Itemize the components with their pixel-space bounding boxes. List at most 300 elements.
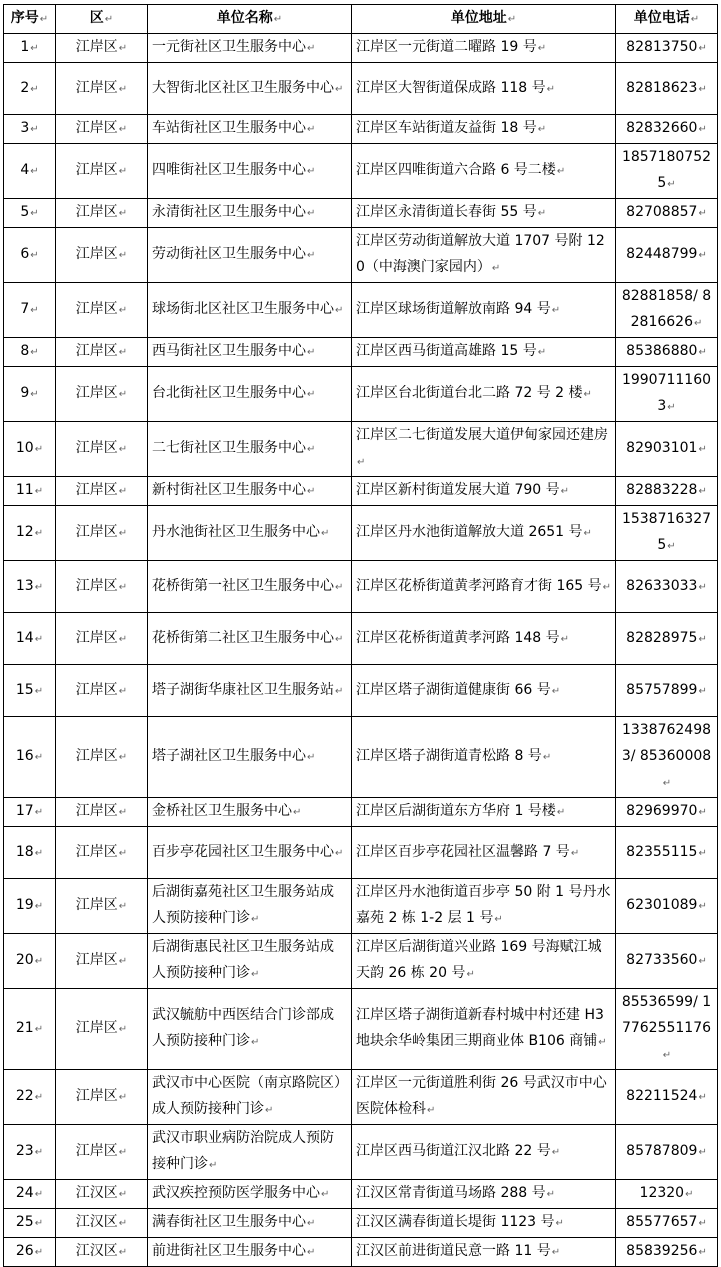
- table-row: [4, 879, 718, 934]
- row-district-cell: [56, 1070, 148, 1125]
- row-district-text: 江岸区: [75, 1088, 118, 1104]
- row-index-cell: [4, 422, 56, 477]
- paragraph-mark-icon: ↵: [551, 685, 561, 697]
- row-name-text: 花桥街第一社区卫生服务中心: [152, 577, 334, 594]
- row-index-cell: [4, 717, 56, 798]
- row-address-cell: [352, 283, 616, 338]
- paragraph-mark-icon: ↵: [685, 1189, 694, 1200]
- paragraph-mark-icon: ↵: [34, 1247, 44, 1258]
- row-phone-text: 82355115: [626, 843, 698, 860]
- row-phone-cell: [616, 115, 718, 144]
- row-phone-text: 85386880: [626, 343, 698, 359]
- row-phone-cell: [616, 1209, 718, 1238]
- row-name-cell: [148, 1238, 352, 1267]
- row-name-cell: [148, 1180, 352, 1209]
- row-phone-cell: [616, 477, 718, 506]
- row-district-cell: [56, 63, 148, 115]
- paragraph-mark-icon: ↵: [118, 847, 128, 859]
- row-address-text: 江岸区一元街道二曜路 19 号: [356, 39, 537, 55]
- row-phone-text: 85839256: [626, 1243, 698, 1259]
- row-index-cell: [4, 879, 56, 934]
- paragraph-mark-icon: ↵: [118, 208, 128, 219]
- row-index-text: 18: [15, 843, 34, 860]
- paragraph-mark-icon: ↵: [321, 1189, 330, 1200]
- paragraph-mark-icon: ↵: [698, 43, 707, 54]
- table-row: [4, 338, 718, 367]
- row-index-cell: [4, 477, 56, 506]
- row-address-cell: [352, 989, 616, 1070]
- paragraph-mark-icon: ↵: [570, 847, 580, 859]
- table-row: [4, 283, 718, 338]
- row-index-cell: [4, 1209, 56, 1238]
- row-phone-cell: [616, 422, 718, 477]
- paragraph-mark-icon: ↵: [698, 1092, 707, 1103]
- row-phone-text: 15387163275: [621, 511, 712, 553]
- paragraph-mark-icon: ↵: [335, 633, 344, 645]
- row-address-text: 江岸区车站街道友益街 18 号: [356, 120, 537, 136]
- row-name-cell: [148, 827, 352, 879]
- paragraph-mark-icon: ↵: [118, 43, 128, 54]
- row-index-text: 13: [15, 577, 34, 594]
- row-name-text: 满春街社区卫生服务中心: [152, 1214, 306, 1230]
- paragraph-mark-icon: ↵: [698, 208, 707, 219]
- paragraph-mark-icon: ↵: [34, 847, 44, 859]
- row-index-cell: [4, 561, 56, 613]
- row-name-cell: [148, 665, 352, 717]
- paragraph-mark-icon: ↵: [34, 528, 44, 539]
- row-phone-text: 82708857: [626, 204, 698, 220]
- row-address-cell: [352, 144, 616, 199]
- row-phone-text: 82211524: [626, 1088, 698, 1104]
- row-index-text: 24: [15, 1185, 34, 1201]
- row-address-text: 江岸区后湖街道兴业路 169 号海赋江城天韵 26 栋 20 号: [356, 939, 602, 981]
- header-name: 单位名称↵: [148, 5, 352, 34]
- paragraph-mark-icon: ↵: [118, 1092, 128, 1103]
- paragraph-mark-icon: ↵: [30, 124, 39, 135]
- row-index-text: 26: [15, 1243, 34, 1259]
- row-phone-text: 82828975: [626, 629, 698, 646]
- row-name-text: 台北街社区卫生服务中心: [152, 385, 306, 401]
- paragraph-mark-icon: ↵: [698, 250, 707, 261]
- paragraph-mark-icon: ↵: [34, 1189, 44, 1200]
- paragraph-mark-icon: ↵: [335, 581, 344, 593]
- row-name-cell: [148, 613, 352, 665]
- row-name-cell: [148, 34, 352, 63]
- row-district-text: 江汉区: [75, 1243, 118, 1259]
- row-index-cell: [4, 989, 56, 1070]
- row-address-text: 江岸区花桥街道黄孝河路育才街 165 号: [356, 577, 602, 594]
- row-phone-cell: [616, 1238, 718, 1267]
- row-address-cell: [352, 477, 616, 506]
- row-name-cell: [148, 798, 352, 827]
- paragraph-mark-icon: ↵: [118, 347, 128, 358]
- paragraph-mark-icon: ↵: [698, 83, 707, 95]
- table-row: [4, 827, 718, 879]
- row-name-text: 丹水池街社区卫生服务中心: [152, 524, 320, 540]
- row-phone-cell: [616, 1125, 718, 1180]
- row-phone-cell: [616, 199, 718, 228]
- row-address-text: 江岸区新村街道发展大道 790 号: [356, 482, 560, 498]
- paragraph-mark-icon: ↵: [30, 347, 39, 358]
- row-name-text: 金桥社区卫生服务中心: [152, 803, 292, 819]
- row-phone-cell: [616, 506, 718, 561]
- row-index-text: 17: [15, 803, 34, 819]
- row-phone-cell: [616, 1180, 718, 1209]
- paragraph-mark-icon: ↵: [560, 633, 570, 645]
- table-row: [4, 989, 718, 1070]
- row-index-cell: [4, 115, 56, 144]
- paragraph-mark-icon: ↵: [321, 528, 330, 539]
- row-index-text: 23: [15, 1143, 34, 1159]
- paragraph-mark-icon: ↵: [34, 956, 44, 967]
- paragraph-mark-icon: ↵: [667, 541, 676, 552]
- row-name-cell: [148, 199, 352, 228]
- row-address-cell: [352, 613, 616, 665]
- paragraph-mark-icon: ↵: [30, 43, 39, 54]
- paragraph-mark-icon: ↵: [251, 969, 260, 980]
- row-address-text: 江岸区台北街道台北二路 72 号 2 楼: [356, 385, 583, 401]
- paragraph-mark-icon: ↵: [209, 1160, 218, 1171]
- row-index-text: 5: [20, 204, 30, 220]
- paragraph-mark-icon: ↵: [491, 263, 501, 274]
- row-address-text: 江汉区满春街道长堤街 1123 号: [356, 1214, 555, 1230]
- row-index-cell: [4, 1180, 56, 1209]
- paragraph-mark-icon: ↵: [34, 901, 44, 912]
- paragraph-mark-icon: ↵: [30, 83, 39, 95]
- row-index-text: 7: [20, 301, 30, 317]
- paragraph-mark-icon: ↵: [427, 1105, 436, 1116]
- row-address-cell: [352, 827, 616, 879]
- row-district-cell: [56, 1209, 148, 1238]
- table-row: [4, 477, 718, 506]
- row-address-text: 江岸区西马街道高雄路 15 号: [356, 343, 537, 359]
- paragraph-mark-icon: ↵: [293, 807, 302, 818]
- row-index-text: 21: [15, 1020, 34, 1036]
- paragraph-mark-icon: ↵: [30, 166, 39, 177]
- row-name-text: 后湖街惠民社区卫生服务站成人预防接种门诊: [152, 939, 334, 981]
- row-index-cell: [4, 338, 56, 367]
- row-district-cell: [56, 561, 148, 613]
- paragraph-mark-icon: ↵: [698, 847, 707, 859]
- row-index-cell: [4, 1238, 56, 1267]
- paragraph-mark-icon: ↵: [698, 807, 707, 818]
- row-district-text: 江汉区: [75, 1185, 118, 1201]
- row-district-cell: [56, 665, 148, 717]
- row-index-text: 6: [20, 246, 30, 262]
- paragraph-mark-icon: ↵: [118, 528, 128, 539]
- paragraph-mark-icon: ↵: [34, 633, 44, 645]
- row-index-text: 20: [15, 952, 34, 968]
- row-phone-cell: [616, 34, 718, 63]
- row-address-text: 江岸区丹水池街道百步亭 50 附 1 号丹水嘉苑 2 栋 1-2 层 1 号: [356, 884, 611, 926]
- paragraph-mark-icon: ↵: [307, 444, 316, 455]
- row-district-text: 江岸区: [75, 482, 118, 498]
- paragraph-mark-icon: ↵: [118, 124, 128, 135]
- row-index-text: 3: [20, 120, 30, 136]
- row-address-cell: [352, 506, 616, 561]
- row-index-cell: [4, 934, 56, 989]
- table-row: [4, 1070, 718, 1125]
- row-phone-text: 85757899: [626, 681, 698, 698]
- row-index-text: 2: [20, 79, 30, 96]
- row-district-cell: [56, 338, 148, 367]
- row-name-text: 前进街社区卫生服务中心: [152, 1243, 306, 1259]
- table-row: [4, 665, 718, 717]
- paragraph-mark-icon: ↵: [307, 1247, 316, 1258]
- row-index-cell: [4, 827, 56, 879]
- row-address-cell: [352, 34, 616, 63]
- row-address-text: 江汉区前进街道民意一路 11 号: [356, 1243, 551, 1259]
- table-row: [4, 1180, 718, 1209]
- row-name-cell: [148, 144, 352, 199]
- table-row: [4, 798, 718, 827]
- row-phone-text: 82818623: [626, 79, 698, 96]
- row-address-text: 江岸区劳动街道解放大道 1707 号附 120（中海澳门家园内）: [356, 233, 605, 275]
- table-row: [4, 228, 718, 283]
- row-phone-text: 82633033: [626, 577, 698, 594]
- row-district-cell: [56, 367, 148, 422]
- row-name-cell: [148, 1070, 352, 1125]
- row-name-text: 武汉毓舫中西医结合门诊部成人预防接种门诊: [152, 1007, 334, 1049]
- paragraph-mark-icon: ↵: [118, 1147, 128, 1158]
- row-phone-cell: [616, 144, 718, 199]
- row-index-text: 16: [15, 748, 34, 764]
- paragraph-mark-icon: ↵: [662, 1050, 672, 1061]
- paragraph-mark-icon: ↵: [34, 1147, 44, 1158]
- paragraph-mark-icon: ↵: [546, 83, 556, 95]
- row-index-cell: [4, 1125, 56, 1180]
- row-name-cell: [148, 717, 352, 798]
- row-district-cell: [56, 1125, 148, 1180]
- paragraph-mark-icon: ↵: [118, 1189, 128, 1200]
- paragraph-mark-icon: ↵: [265, 1105, 274, 1116]
- row-address-text: 江岸区一元街道胜利街 26 号武汉市中心医院体检科: [356, 1075, 607, 1117]
- row-phone-cell: [616, 989, 718, 1070]
- row-district-cell: [56, 717, 148, 798]
- row-district-text: 江汉区: [75, 1214, 118, 1230]
- row-phone-cell: [616, 367, 718, 422]
- row-district-text: 江岸区: [75, 39, 118, 55]
- paragraph-mark-icon: ↵: [551, 1147, 561, 1158]
- table-header-row: [4, 5, 718, 34]
- row-address-cell: [352, 228, 616, 283]
- row-index-cell: [4, 665, 56, 717]
- row-district-cell: [56, 989, 148, 1070]
- row-name-text: 车站街社区卫生服务中心: [152, 120, 306, 136]
- table-row: [4, 199, 718, 228]
- row-district-text: 江岸区: [75, 1020, 118, 1036]
- row-district-text: 江岸区: [75, 440, 118, 456]
- row-phone-cell: [616, 561, 718, 613]
- paragraph-mark-icon: ↵: [34, 1218, 44, 1229]
- paragraph-mark-icon: ↵: [551, 1247, 561, 1258]
- row-name-cell: [148, 477, 352, 506]
- row-address-cell: [352, 367, 616, 422]
- row-name-cell: [148, 115, 352, 144]
- row-phone-text: 82969970: [626, 803, 698, 819]
- row-address-cell: [352, 1238, 616, 1267]
- paragraph-mark-icon: ↵: [698, 444, 707, 455]
- row-index-text: 4: [20, 162, 30, 178]
- paragraph-mark-icon: ↵: [537, 208, 547, 219]
- row-name-text: 一元街社区卫生服务中心: [152, 39, 306, 55]
- row-name-text: 球场街北区社区卫生服务中心: [152, 301, 334, 317]
- row-phone-text: 82903101: [626, 440, 698, 456]
- row-district-text: 江岸区: [75, 577, 118, 594]
- row-name-text: 西马街社区卫生服务中心: [152, 343, 306, 359]
- paragraph-mark-icon: ↵: [307, 124, 316, 135]
- table-row: [4, 613, 718, 665]
- row-district-text: 江岸区: [75, 385, 118, 401]
- table-row: [4, 1238, 718, 1267]
- row-phone-text: 82448799: [626, 246, 698, 262]
- row-phone-text: 62301089: [626, 897, 698, 913]
- row-district-text: 江岸区: [75, 629, 118, 646]
- paragraph-mark-icon: ↵: [118, 389, 128, 400]
- row-district-text: 江岸区: [75, 681, 118, 698]
- table-row: [4, 144, 718, 199]
- paragraph-mark-icon: ↵: [583, 528, 592, 539]
- paragraph-mark-icon: ↵: [551, 305, 561, 316]
- row-name-text: 二七街社区卫生服务中心: [152, 440, 306, 456]
- row-index-text: 8: [20, 343, 30, 359]
- row-index-text: 15: [15, 681, 34, 698]
- paragraph-mark-icon: ↵: [118, 633, 128, 645]
- row-address-cell: [352, 63, 616, 115]
- paragraph-mark-icon: ↵: [307, 1218, 316, 1229]
- row-name-text: 花桥街第二社区卫生服务中心: [152, 629, 334, 646]
- row-district-cell: [56, 199, 148, 228]
- row-name-cell: [148, 228, 352, 283]
- row-address-cell: [352, 1125, 616, 1180]
- row-index-text: 19: [15, 897, 34, 913]
- paragraph-mark-icon: ↵: [667, 179, 676, 190]
- row-index-cell: [4, 1070, 56, 1125]
- paragraph-mark-icon: ↵: [118, 1218, 128, 1229]
- paragraph-mark-icon: ↵: [698, 633, 707, 645]
- paragraph-mark-icon: ↵: [494, 914, 503, 925]
- row-phone-cell: [616, 798, 718, 827]
- row-name-text: 劳动街社区卫生服务中心: [152, 246, 306, 262]
- paragraph-mark-icon: ↵: [537, 124, 547, 135]
- header-phone: 单位电话↵: [616, 5, 718, 34]
- row-district-text: 江岸区: [75, 120, 118, 136]
- row-name-cell: [148, 283, 352, 338]
- paragraph-mark-icon: ↵: [30, 389, 39, 400]
- row-phone-text: 82883228: [626, 482, 698, 498]
- paragraph-mark-icon: ↵: [34, 581, 44, 593]
- paragraph-mark-icon: ↵: [335, 685, 344, 697]
- row-district-text: 江岸区: [75, 1143, 118, 1159]
- paragraph-mark-icon: ↵: [583, 389, 592, 400]
- row-district-text: 江岸区: [75, 897, 118, 913]
- table-row: [4, 422, 718, 477]
- row-name-cell: [148, 989, 352, 1070]
- row-name-text: 永清街社区卫生服务中心: [152, 204, 306, 220]
- row-name-text: 四唯街社区卫生服务中心: [152, 162, 306, 178]
- row-index-text: 12: [15, 524, 34, 540]
- row-name-cell: [148, 879, 352, 934]
- row-district-cell: [56, 798, 148, 827]
- row-name-cell: [148, 506, 352, 561]
- row-name-text: 武汉市中心医院（南京路院区）成人预防接种门诊: [152, 1075, 341, 1117]
- row-name-text: 百步亭花园社区卫生服务中心: [152, 843, 334, 860]
- row-district-text: 江岸区: [75, 952, 118, 968]
- row-phone-cell: [616, 827, 718, 879]
- row-district-cell: [56, 228, 148, 283]
- row-district-text: 江岸区: [75, 343, 118, 359]
- row-phone-text: 18571807525: [621, 149, 712, 191]
- row-district-cell: [56, 613, 148, 665]
- paragraph-mark-icon: ↵: [118, 166, 128, 177]
- paragraph-mark-icon: ↵: [556, 807, 566, 818]
- paragraph-mark-icon: ↵: [118, 486, 128, 497]
- row-phone-cell: [616, 1070, 718, 1125]
- row-phone-text: 85536599/ 17762551176: [621, 994, 712, 1036]
- header-district: 区↵: [56, 5, 148, 34]
- paragraph-mark-icon: ↵: [34, 807, 44, 818]
- paragraph-mark-icon: ↵: [698, 901, 707, 912]
- row-index-cell: [4, 798, 56, 827]
- row-phone-text: 82813750: [626, 39, 698, 55]
- row-index-cell: [4, 613, 56, 665]
- row-index-cell: [4, 283, 56, 338]
- row-address-cell: [352, 115, 616, 144]
- paragraph-mark-icon: ↵: [30, 305, 39, 316]
- paragraph-mark-icon: ↵: [307, 166, 316, 177]
- paragraph-mark-icon: ↵: [698, 956, 707, 967]
- row-phone-text: 82881858/ 82816626: [621, 288, 712, 330]
- row-district-text: 江岸区: [75, 246, 118, 262]
- row-phone-text: 82832660: [626, 120, 698, 136]
- paragraph-mark-icon: ↵: [698, 685, 707, 697]
- row-district-text: 江岸区: [75, 162, 118, 178]
- paragraph-mark-icon: ↵: [698, 124, 707, 135]
- row-index-text: 14: [15, 629, 34, 646]
- table-row: [4, 717, 718, 798]
- row-index-text: 11: [15, 482, 34, 498]
- paragraph-mark-icon: ↵: [335, 847, 344, 859]
- paragraph-mark-icon: ↵: [118, 305, 128, 316]
- row-district-cell: [56, 422, 148, 477]
- row-index-cell: [4, 63, 56, 115]
- paragraph-mark-icon: ↵: [34, 1024, 44, 1035]
- row-district-text: 江岸区: [75, 843, 118, 860]
- row-address-cell: [352, 1209, 616, 1238]
- paragraph-mark-icon: ↵: [307, 347, 316, 358]
- row-address-cell: [352, 934, 616, 989]
- row-name-text: 后湖街嘉苑社区卫生服务站成人预防接种门诊: [152, 884, 334, 926]
- row-name-cell: [148, 1209, 352, 1238]
- paragraph-mark-icon: ↵: [307, 43, 316, 54]
- row-index-cell: [4, 228, 56, 283]
- row-name-text: 塔子湖社区卫生服务中心: [152, 748, 306, 764]
- row-phone-cell: [616, 283, 718, 338]
- row-phone-cell: [616, 613, 718, 665]
- row-district-cell: [56, 144, 148, 199]
- paragraph-mark-icon: ↵: [693, 318, 703, 329]
- row-phone-text: 85787809: [626, 1143, 698, 1159]
- paragraph-mark-icon: ↵: [546, 1189, 556, 1200]
- row-district-cell: [56, 879, 148, 934]
- row-district-cell: [56, 115, 148, 144]
- row-district-text: 江岸区: [75, 803, 118, 819]
- row-name-cell: [148, 561, 352, 613]
- row-district-cell: [56, 934, 148, 989]
- row-district-cell: [56, 506, 148, 561]
- paragraph-mark-icon: ↵: [251, 914, 260, 925]
- row-phone-cell: [616, 717, 718, 798]
